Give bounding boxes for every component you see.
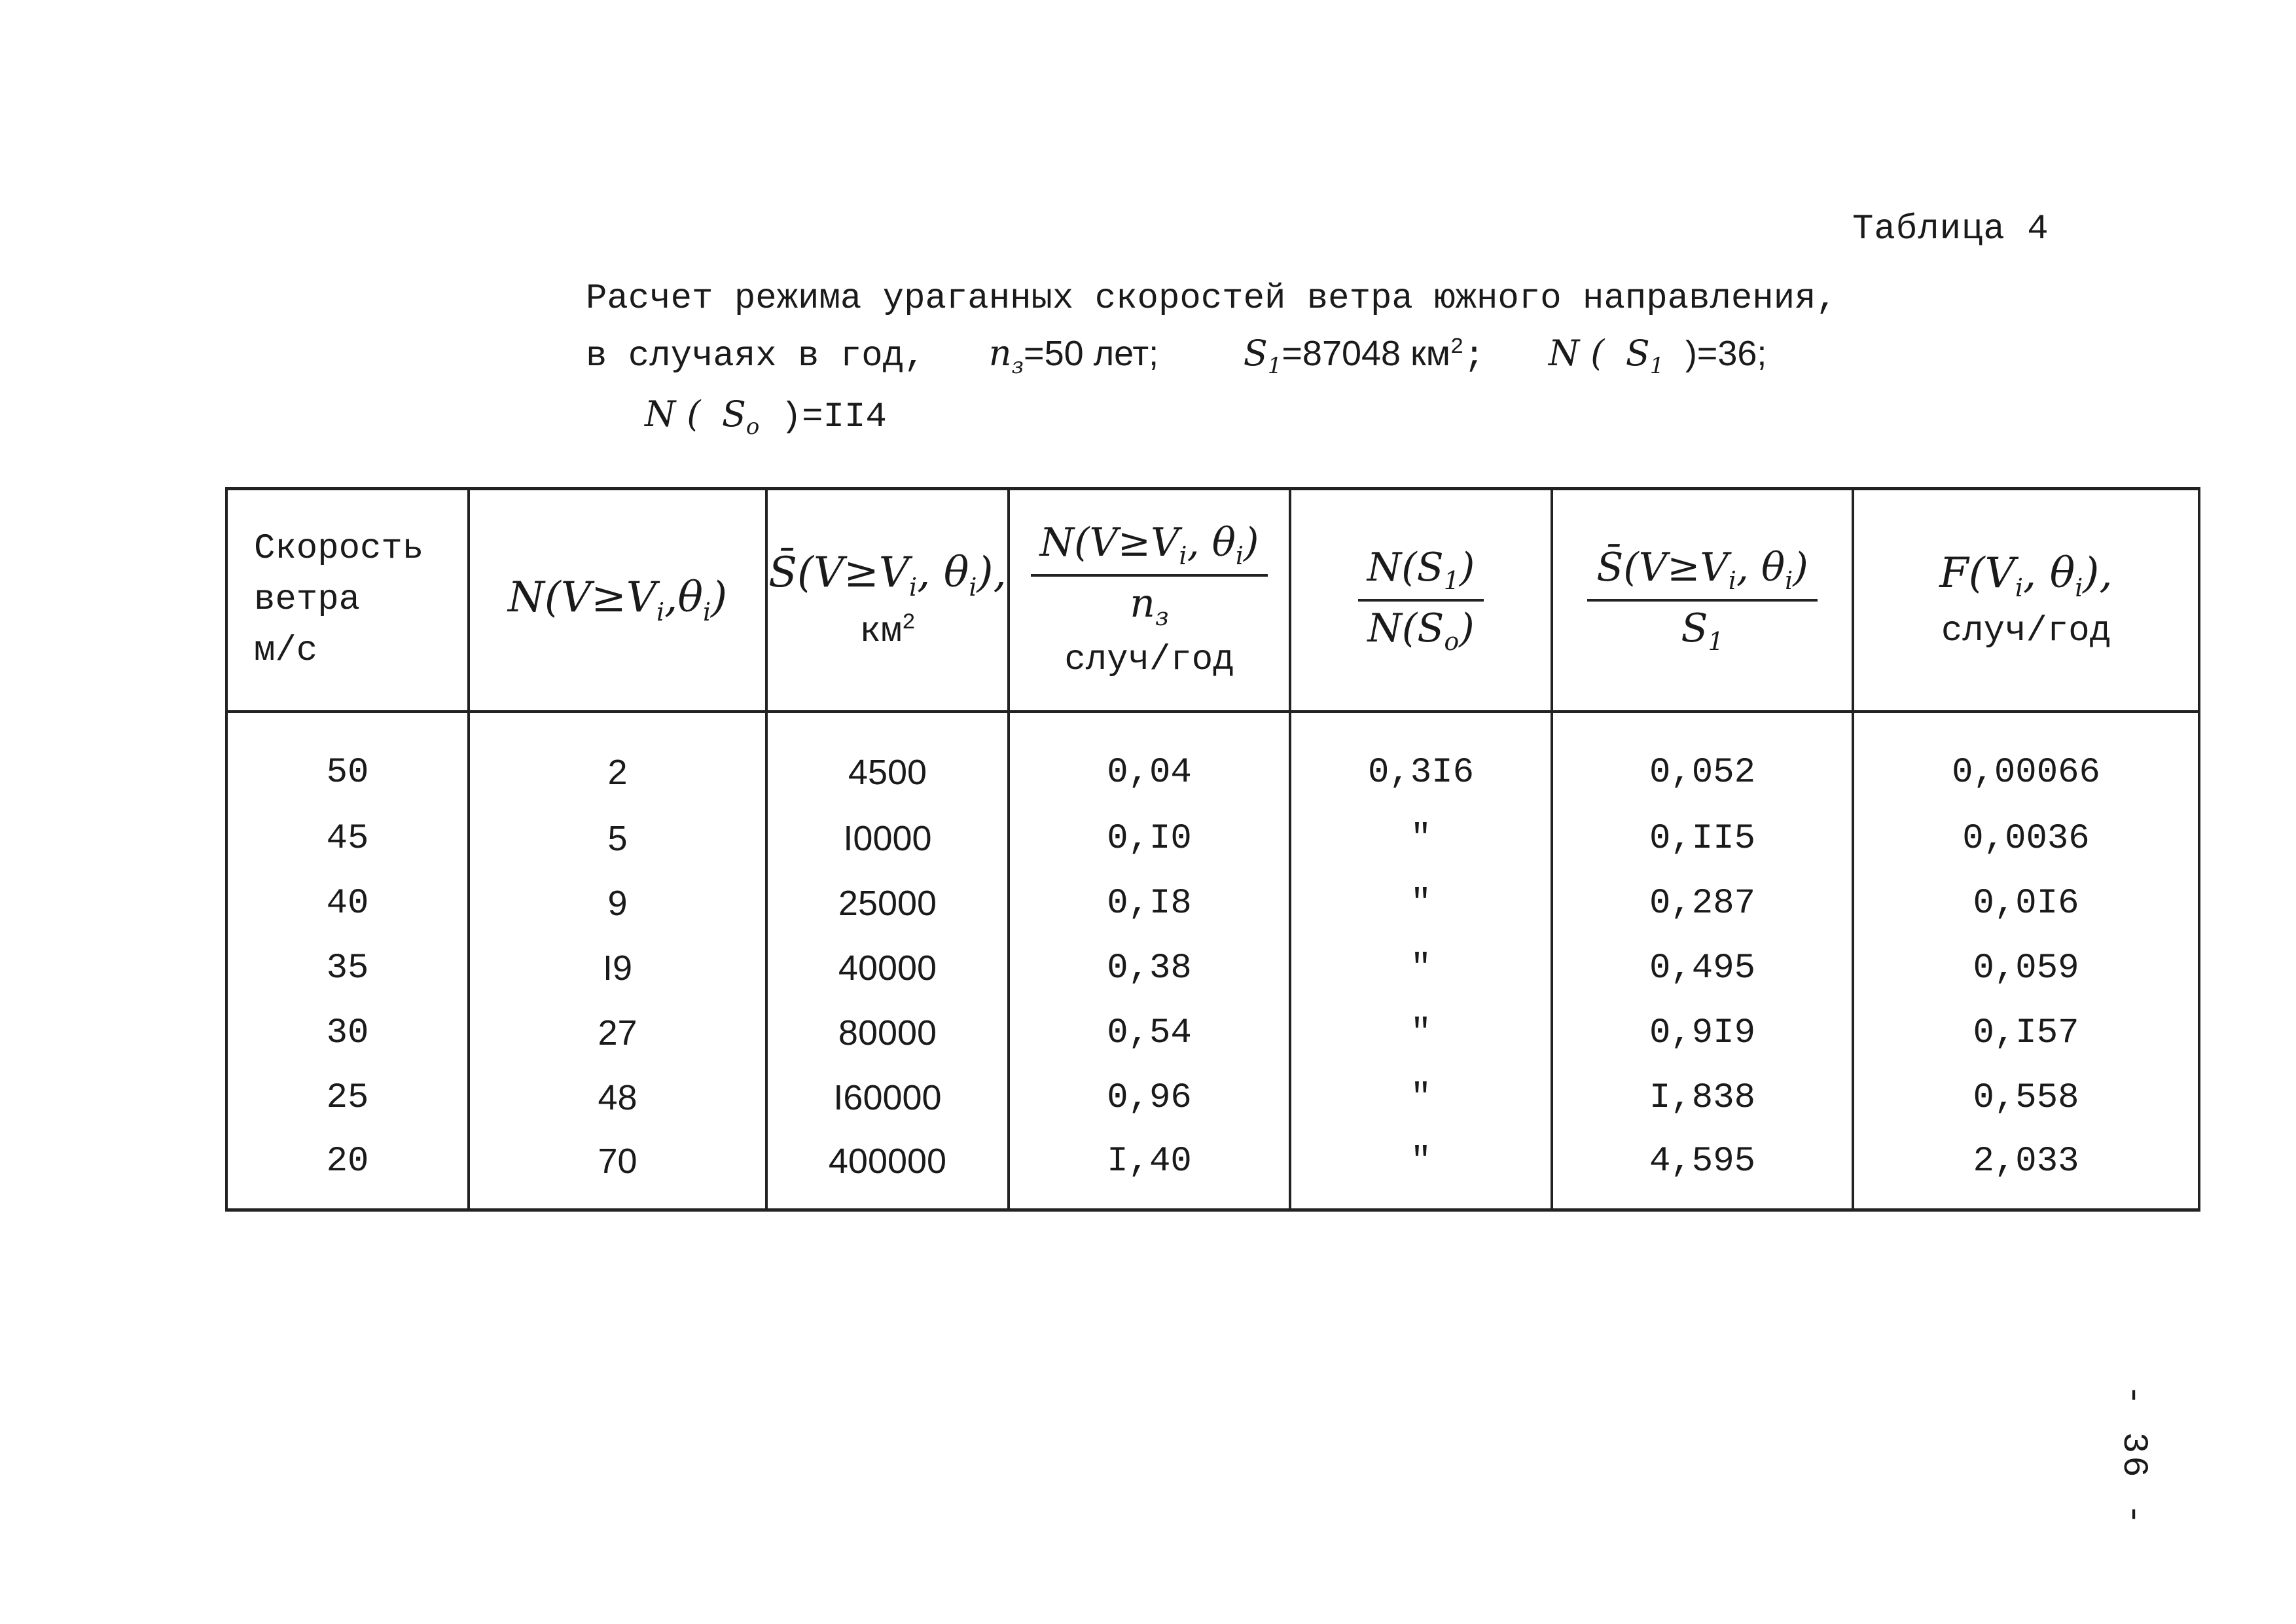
cell-ns-ratio: 0,3I6: [1290, 712, 1552, 806]
cell-ratio: I,40: [1009, 1130, 1290, 1210]
cell-ratio: 0,54: [1009, 1001, 1290, 1066]
header-ratio-n-over-n3: [1009, 489, 1290, 712]
cell-count: 27: [469, 1001, 766, 1066]
ns0-value: )=II4: [780, 397, 887, 437]
header-wind-speed: Скорость ветра м/с: [226, 489, 469, 712]
cell-area-ratio: 0,287: [1552, 871, 1853, 936]
cell-area: 25000: [766, 871, 1009, 936]
page-number: - 36 -: [2113, 1384, 2153, 1528]
ns1-subscript: 1: [1649, 352, 1664, 379]
cell-ratio: 0,04: [1009, 712, 1290, 806]
cell-area-ratio: 0,II5: [1552, 806, 1853, 871]
cell-wind-speed: 40: [226, 871, 469, 936]
header-area-s: $S̄(V\ge V_i$, $\theta_i$), $км^2$: [766, 489, 1009, 712]
cell-count: 5: [469, 806, 766, 871]
n3-subscript: з: [1011, 352, 1024, 379]
cell-area: 400000: [766, 1130, 1009, 1210]
cell-frequency: 0,059: [1853, 936, 2199, 1001]
s1-value: =87048 км: [1282, 334, 1450, 373]
table-row: [226, 1130, 2199, 1210]
cell-frequency: 0,I57: [1853, 1001, 2199, 1066]
header-s-over-s1: [1552, 489, 1853, 712]
n3-symbol: n: [988, 333, 1012, 374]
cell-area-ratio: 0,052: [1552, 712, 1853, 806]
cell-frequency: 0,00066: [1853, 712, 2199, 806]
ns0-label: N (: [645, 393, 701, 435]
table-label: Таблица 4: [1852, 209, 2049, 249]
cell-wind-speed: 30: [226, 1001, 469, 1066]
cell-frequency: 0,558: [1853, 1066, 2199, 1130]
cell-count: 9: [469, 871, 766, 936]
cell-count: 48: [469, 1066, 766, 1130]
ns0-s-symbol: S: [721, 393, 746, 435]
table-row: [226, 1001, 2199, 1066]
caption-line-3: [586, 390, 1837, 451]
cell-area: 80000: [766, 1001, 1009, 1066]
header-count-n: $N(V\ge V_i,\theta_i)$: [469, 489, 766, 712]
table-row: [226, 936, 2199, 1001]
s1-unit-exponent: 2: [1450, 335, 1464, 360]
cell-area: I60000: [766, 1066, 1009, 1130]
caption-line-1: Расчет режима ураганных скоростей ветра южного направления,: [586, 279, 1837, 319]
cell-count: I9: [469, 936, 766, 1001]
table-row: [226, 712, 2199, 806]
s1-subscript: 1: [1267, 352, 1282, 379]
ns0-subscript: o: [745, 413, 760, 440]
cell-area-ratio: 4,595: [1552, 1130, 1853, 1210]
cell-count: 2: [469, 712, 766, 806]
table-body: [226, 712, 2199, 1210]
cell-ns-ratio: ": [1290, 936, 1552, 1001]
cell-wind-speed: 45: [226, 806, 469, 871]
cell-frequency: 2,033: [1853, 1130, 2199, 1210]
cell-ratio: 0,I8: [1009, 871, 1290, 936]
cell-area-ratio: 0,9I9: [1552, 1001, 1853, 1066]
cell-ns-ratio: ": [1290, 1001, 1552, 1066]
cell-area: 40000: [766, 936, 1009, 1001]
s1-symbol: S: [1243, 333, 1268, 374]
cell-wind-speed: 20: [226, 1130, 469, 1210]
cell-ns-ratio: ": [1290, 871, 1552, 936]
caption-text: в случаях в год,: [586, 336, 925, 376]
table-row: [226, 1066, 2199, 1130]
cell-frequency: 0,0I6: [1853, 871, 2199, 936]
s1-separator: ;: [1463, 336, 1485, 376]
header-ns1-over-ns0: [1290, 489, 1552, 712]
cell-count: 70: [469, 1130, 766, 1210]
ns1-label: N (: [1548, 333, 1605, 374]
cell-area: I0000: [766, 806, 1009, 871]
fraction: $\frac{S̄(V\ge V_i, \theta_i)}{S_1}$: [1587, 545, 1817, 656]
table-caption: [586, 275, 1837, 451]
cell-wind-speed: 25: [226, 1066, 469, 1130]
ns1-value: )=36;: [1685, 334, 1767, 373]
fraction: $\frac{N(S_1)}{N(S_o)}$: [1358, 545, 1484, 656]
hurricane-wind-table: [225, 487, 2200, 1212]
cell-ratio: 0,96: [1009, 1066, 1290, 1130]
cell-area-ratio: 0,495: [1552, 936, 1853, 1001]
n3-value: =50 лет;: [1024, 334, 1159, 373]
cell-ratio: 0,38: [1009, 936, 1290, 1001]
table-row: [226, 806, 2199, 871]
cell-ns-ratio: ": [1290, 1130, 1552, 1210]
cell-ratio: 0,I0: [1009, 806, 1290, 871]
table-header-row: [226, 489, 2199, 712]
cell-frequency: 0,0036: [1853, 806, 2199, 871]
cell-ns-ratio: ": [1290, 1066, 1552, 1130]
cell-ns-ratio: ": [1290, 806, 1552, 871]
cell-area-ratio: I,838: [1552, 1066, 1853, 1130]
cell-wind-speed: 35: [226, 936, 469, 1001]
header-frequency-f: $F(V_i$, $\theta_i$), случ/год: [1853, 489, 2199, 712]
table-row: [226, 871, 2199, 936]
cell-area: 4500: [766, 712, 1009, 806]
fraction: $N(V\ge V_i$, $\theta_i$) $n_з$ случ/год: [1031, 520, 1268, 680]
caption-line-2: [586, 323, 1837, 390]
ns1-s-symbol: S: [1625, 333, 1650, 374]
cell-wind-speed: 50: [226, 712, 469, 806]
